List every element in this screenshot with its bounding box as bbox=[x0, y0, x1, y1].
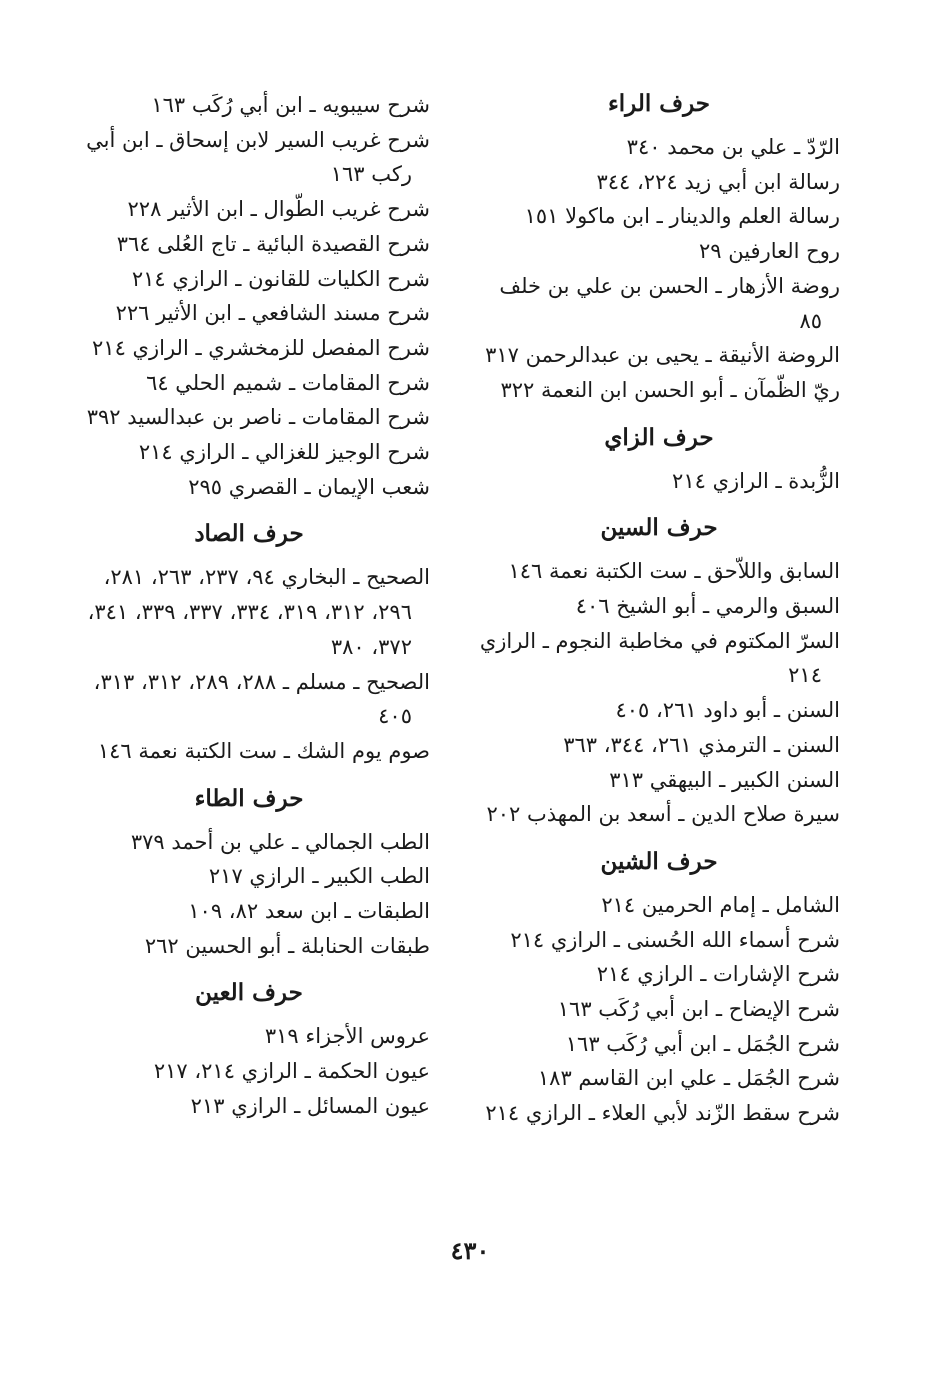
index-entry: شرح الكليات للقانون ـ الرازي ٢١٤ bbox=[131, 266, 430, 291]
index-entry: السابق واللاّحق ـ ست الكتبة نعمة ١٤٦ bbox=[508, 559, 840, 584]
section-heading-shin: حرف الشين bbox=[600, 847, 718, 875]
index-entry: طبقات الحنابلة ـ أبو الحسين ٢٦٢ bbox=[144, 933, 430, 958]
index-entry: الزُّبدة ـ الرازي ٢١٤ bbox=[672, 468, 840, 493]
index-entry: شرح المقامات ـ شميم الحلي ٦٤ bbox=[146, 370, 430, 395]
section-heading-ain: حرف العين bbox=[195, 979, 303, 1007]
index-entry: عيون الحكمة ـ الرازي ٢١٤، ٢١٧ bbox=[153, 1059, 430, 1084]
index-entry: شرح أسماء الله الحُسنى ـ الرازي ٢١٤ bbox=[510, 927, 840, 952]
index-entry: الطبقات ـ ابن سعد ٨٢، ١٠٩ bbox=[188, 899, 430, 924]
index-entry: صوم يوم الشك ـ ست الكتبة نعمة ١٤٦ bbox=[97, 738, 430, 763]
index-entry: شرح غريب الطّوال ـ ابن الأثير ٢٢٨ bbox=[127, 197, 430, 222]
index-entry: شرح الجُمَل ـ ابن أبي رُكَب ١٦٣ bbox=[565, 1031, 840, 1056]
index-entry: الطب الكبير ـ الرازي ٢١٧ bbox=[208, 864, 430, 889]
index-entry: شرح غريب السير لابن إسحاق ـ ابن أبي ركب ١٦٣ bbox=[86, 127, 430, 187]
index-entry: السنن ـ أبو داود ٢٦١، ٤٠٥ bbox=[615, 698, 840, 723]
index-entry: شرح سيبويه ـ ابن أبي رُكَب ١٦٣ bbox=[151, 93, 430, 117]
index-entry: السرّ المكتوم في مخاطبة النجوم ـ الرازي ٢١٤ bbox=[479, 628, 840, 688]
index-entry: شرح الإشارات ـ الرازي ٢١٤ bbox=[596, 962, 840, 987]
index-entry: شعب الإيمان ـ القصري ٢٩٥ bbox=[188, 474, 430, 499]
index-entry: عيون المسائل ـ الرازي ٢١٣ bbox=[190, 1093, 430, 1118]
index-entry: شرح الجُمَل ـ علي ابن القاسم ١٨٣ bbox=[537, 1066, 840, 1091]
index-entry: الروضة الأنيقة ـ يحيى بن عبدالرحمن ٣١٧ bbox=[485, 343, 840, 368]
index-entry: سيرة صلاح الدين ـ أسعد بن المهذب ٢٠٢ bbox=[486, 802, 840, 827]
index-entry: شرح المفصل للزمخشري ـ الرازي ٢١٤ bbox=[92, 335, 430, 360]
section-heading-zay: حرف الزاي bbox=[604, 423, 714, 451]
page-number: ٤٣٠ bbox=[450, 1236, 490, 1265]
index-entry: الصحيح ـ مسلم ـ ٢٨٨، ٢٨٩، ٣١٢، ٣١٣، ٤٠٥ bbox=[93, 669, 430, 729]
index-entry: رسالة العلم والدينار ـ ابن ماكولا ١٥١ bbox=[524, 204, 840, 229]
index-entry: شرح الوجيز للغزالي ـ الرازي ٢١٤ bbox=[138, 440, 430, 465]
index-entry: روضة الأزهار ـ الحسن بن علي بن خلف ٨٥ bbox=[499, 273, 840, 333]
index-entry: السنن ـ الترمذي ٢٦١، ٣٤٤، ٣٦٣ bbox=[563, 732, 840, 757]
index-entry: شرح المقامات ـ ناصر بن عبدالسيد ٣٩٢ bbox=[86, 405, 430, 430]
index-entry: روح العارفين ٢٩ bbox=[698, 239, 840, 264]
section-heading-sin: حرف السين bbox=[600, 514, 718, 542]
index-entry: السنن الكبير ـ البيهقي ٣١٣ bbox=[609, 767, 840, 792]
right-column bbox=[478, 88, 840, 1131]
index-entry: السبق والرمي ـ أبو الشيخ ٤٠٦ bbox=[575, 594, 840, 619]
index-entry: الصحيح ـ البخاري ٩٤، ٢٣٧، ٢٦٣، ٢٨١، ٢٩٦، ٣١٢، ٣١٩، ٣٣٤، ٣٣٧، ٣٣٩، ٣٤١، ٣٧٢، ٣٨٠ bbox=[87, 565, 430, 659]
index-entry: عروس الأجزاء ٣١٩ bbox=[264, 1024, 430, 1049]
section-heading-ra: حرف الراء bbox=[607, 90, 711, 117]
index-entry: الرّدّ ـ علي بن محمد ٣٤٠ bbox=[626, 135, 840, 159]
section-heading-sad: حرف الصاد bbox=[194, 520, 304, 548]
section-heading-ta: حرف الطاء bbox=[194, 784, 304, 812]
index-entry: ريّ الظّمآن ـ أبو الحسن ابن النعمة ٣٢٢ bbox=[500, 377, 840, 402]
index-entry: رسالة ابن أبي زيد ٢٢٤، ٣٤٤ bbox=[596, 169, 840, 194]
index-entry: شرح مسند الشافعي ـ ابن الأثير ٢٢٦ bbox=[115, 301, 430, 326]
index-entry: شرح الإيضاح ـ ابن أبي رُكَب ١٦٣ bbox=[557, 997, 840, 1022]
index-entry: الشامل ـ إمام الحرمين ٢١٤ bbox=[601, 892, 840, 917]
index-entry: شرح سقط الزّند لأبي العلاء ـ الرازي ٢١٤ bbox=[485, 1101, 840, 1126]
index-entry: شرح القصيدة البائية ـ تاج العُلى ٣٦٤ bbox=[116, 231, 430, 256]
index-entry: الطب الجمالي ـ علي بن أحمد ٣٧٩ bbox=[130, 829, 430, 854]
left-column bbox=[68, 88, 430, 1124]
